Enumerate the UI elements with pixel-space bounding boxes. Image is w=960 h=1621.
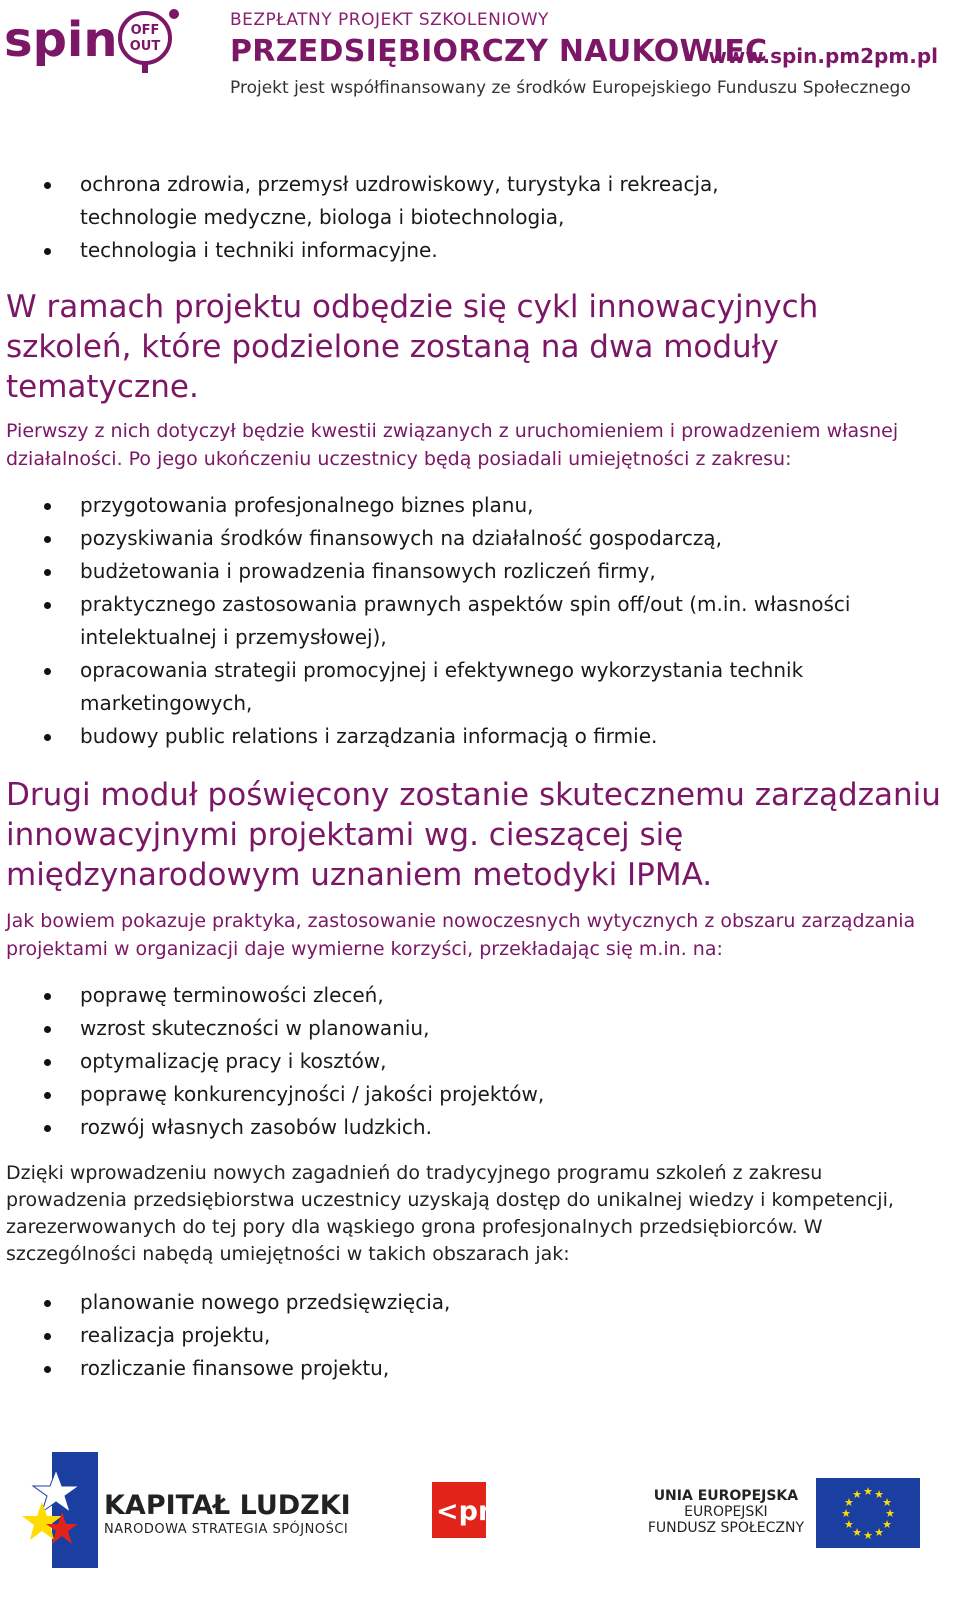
eu-star-icon: ★ bbox=[874, 1526, 884, 1540]
bullet-icon bbox=[44, 1092, 51, 1099]
header-title: PRZEDSIĘBIORCZY NAUKOWIEC bbox=[230, 34, 768, 69]
lead-module-two: Jak bowiem pokazuje praktyka, zastosowanie nowoczesnych wytycznych z obszaru zarządzania projektami w organizacji daje wymierne korzyści, przekładając się m.in. na: bbox=[6, 910, 916, 960]
kapital-ludzki-subtitle: NARODOWA STRATEGIA SPÓJNOŚCI bbox=[104, 1522, 349, 1537]
list-item: planowanie nowego przedsięwzięcia, bbox=[6, 1286, 946, 1319]
paragraph-competences: Dzięki wprowadzeniu nowych zagadnień do tradycyjnego programu szkoleń z zakresu prowadzenia przedsiębiorstwa uczestnicy uzyskają dostęp do unikalnej wiedzy i kompetencji, zarezerwowanych do tej pory dla wąskiego grona profesjonalnych przedsiębiorców. W szczególności nabędą umiejętności w takich obszarach jak: bbox=[6, 1162, 894, 1265]
logo-out: OUT bbox=[129, 39, 161, 54]
list-item: opracowania strategii promocyjnej i efektywnego wykorzystania technik marketingowych, bbox=[6, 654, 946, 720]
list-item: realizacja projektu, bbox=[6, 1319, 946, 1352]
bullet-icon bbox=[44, 503, 51, 510]
eu-line-1: UNIA EUROPEJSKA bbox=[653, 1488, 799, 1504]
list-item: optymalizację pracy i kosztów, bbox=[6, 1045, 946, 1078]
pm2pm-logo-text: <pm2pm> bbox=[436, 1496, 595, 1527]
logo-off: OFF bbox=[130, 23, 160, 38]
list-item: rozwój własnych zasobów ludzkich. bbox=[6, 1111, 946, 1144]
bullet-icon bbox=[44, 1366, 51, 1373]
header-kicker: BEZPŁATNY PROJEKT SZKOLENIOWY bbox=[230, 10, 549, 30]
pm2pm-logo bbox=[432, 1482, 595, 1538]
eu-star-icon: ★ bbox=[885, 1507, 895, 1520]
eu-star-icon: ★ bbox=[843, 1496, 854, 1509]
list-item: ochrona zdrowia, przemysł uzdrowiskowy, turystyka i rekreacja, bbox=[6, 168, 946, 201]
eu-star-icon: ★ bbox=[882, 1518, 893, 1531]
list-item: budowy public relations i zarządzania informacją o firmie. bbox=[6, 720, 946, 753]
lead-module-one: Pierwszy z nich dotyczył będzie kwestii związanych z uruchomieniem i prowadzeniem własnej działalności. Po jego ukończeniu uczestnicy będą posiadali umiejętności z zakresu: bbox=[6, 420, 899, 470]
bullet-icon bbox=[44, 569, 51, 576]
list-module-one-skills bbox=[6, 489, 946, 753]
list-item: technologia i techniki informacyjne. bbox=[6, 234, 946, 267]
kapital-ludzki-title: KAPITAŁ LUDZKI bbox=[104, 1490, 351, 1521]
eu-star-icon: ★ bbox=[843, 1518, 854, 1531]
bullet-icon bbox=[44, 536, 51, 543]
page-header bbox=[0, 0, 960, 110]
list-item: wzrost skuteczności w planowaniu, bbox=[6, 1012, 946, 1045]
header-url[interactable]: www.spin.pm2pm.pl bbox=[708, 44, 938, 68]
eu-star-icon: ★ bbox=[882, 1496, 893, 1509]
list-item: technologie medyczne, biologa i biotechnologia, bbox=[80, 205, 565, 229]
list-areas bbox=[6, 1286, 946, 1385]
eu-star-icon: ★ bbox=[874, 1487, 884, 1501]
list-module-two-benefits bbox=[6, 979, 946, 1144]
bullet-icon bbox=[44, 734, 51, 741]
list-item: poprawę konkurencyjności / jakości projektów, bbox=[6, 1078, 946, 1111]
bullet-icon bbox=[44, 602, 51, 609]
bullet-icon bbox=[44, 1333, 51, 1340]
bullet-icon bbox=[44, 1026, 51, 1033]
kapital-ludzki-star-icon bbox=[22, 1452, 106, 1568]
logo-text: spin bbox=[4, 12, 118, 68]
bullet-icon bbox=[44, 1059, 51, 1066]
page-footer bbox=[0, 1450, 960, 1621]
eu-star-icon: ★ bbox=[863, 1529, 873, 1542]
eu-line-3: FUNDUSZ SPOŁECZNY bbox=[647, 1520, 804, 1536]
heading-module-two: Drugi moduł poświęcony zostanie skutecznemu zarządzaniu innowacyjnymi projektami wg. cieszącej się międzynarodowym uznaniem metodyki IPMA. bbox=[6, 777, 941, 893]
heading-modules: W ramach projektu odbędzie się cykl innowacyjnych szkoleń, które podzielone zostaną na dwa moduły tematyczne. bbox=[6, 289, 819, 405]
list-item: budżetowania i prowadzenia finansowych rozliczeń firmy, bbox=[6, 555, 946, 588]
eu-star-icon: ★ bbox=[863, 1485, 873, 1498]
bullet-icon bbox=[44, 1300, 51, 1307]
eu-fund-label bbox=[648, 1488, 804, 1536]
list-item: praktycznego zastosowania prawnych aspektów spin off/out (m.in. własności intelektualnej i przemysłowej), bbox=[6, 588, 946, 654]
bullet-icon bbox=[44, 668, 51, 675]
bullet-icon bbox=[44, 993, 51, 1000]
eu-line-2: EUROPEJSKI bbox=[684, 1504, 768, 1520]
eu-star-icon: ★ bbox=[852, 1526, 862, 1540]
bullet-icon bbox=[44, 182, 51, 189]
list-item: pozyskiwania środków finansowych na działalność gospodarczą, bbox=[6, 522, 946, 555]
list-item: rozliczanie finansowe projektu, bbox=[6, 1352, 946, 1385]
eu-star-icon: ★ bbox=[852, 1487, 862, 1501]
header-subtitle: Projekt jest współfinansowany ze środków Europejskiego Funduszu Społecznego bbox=[230, 78, 911, 98]
list-item: przygotowania profesjonalnego biznes planu, bbox=[6, 489, 946, 522]
bullet-icon bbox=[44, 1125, 51, 1132]
bullet-icon bbox=[44, 248, 51, 255]
spin-off-out-logo bbox=[4, 4, 184, 74]
document-body bbox=[6, 168, 946, 1385]
list-sectors bbox=[6, 168, 946, 267]
eu-flag-icon bbox=[816, 1478, 920, 1548]
eu-star-icon: ★ bbox=[841, 1507, 851, 1520]
list-item: poprawę terminowości zleceń, bbox=[6, 979, 946, 1012]
